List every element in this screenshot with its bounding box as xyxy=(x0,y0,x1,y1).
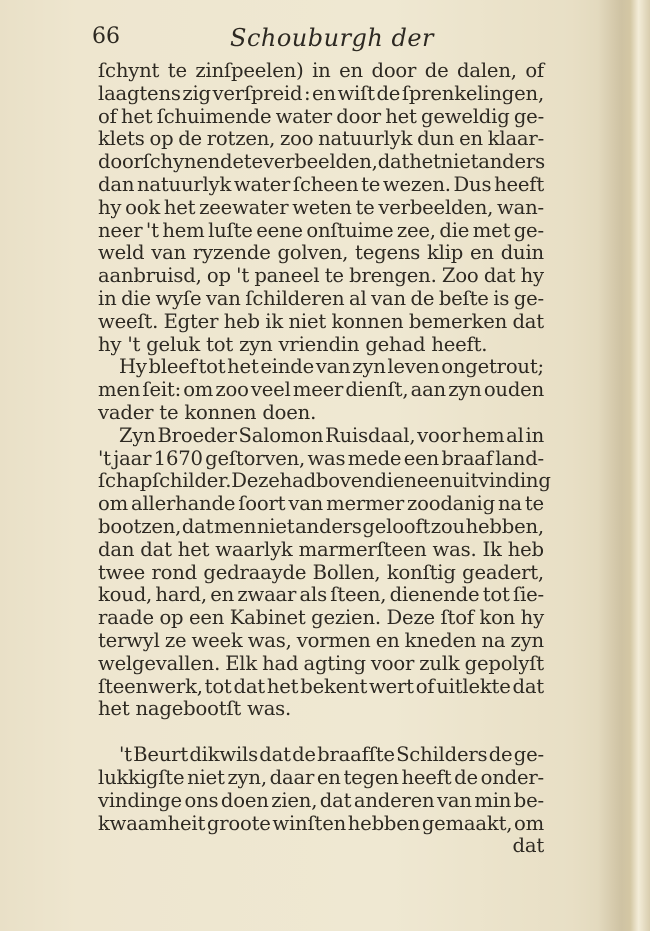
text-line: klets op de rotzen, zoo natuurlyk dun en klaar- xyxy=(98,127,544,151)
paragraph xyxy=(98,744,544,835)
text-line: Hy bleef tot het einde van zyn leven ongetrout; xyxy=(119,355,544,379)
text-line: 't jaar 1670 geſtorven, was mede een braaf land- xyxy=(98,446,544,470)
text-line: hy ook het zeewater weten te verbeelden, wan- xyxy=(98,195,544,219)
text-line: aanbruisd, op 't paneel te brengen. Zoo dat hy xyxy=(98,264,544,288)
paragraph xyxy=(98,356,544,424)
catchword: dat xyxy=(512,834,544,858)
text-line: laagtens zig verſpreid : en wiſt de ſprenkelingen, xyxy=(98,81,544,105)
text-line: neer 't hem luſte eene onſtuime zee, die met ge- xyxy=(98,218,544,242)
text-line: lukkigſte niet zyn, daar en tegen heeft de onder- xyxy=(98,765,544,789)
text-line: men ſeit: om zoo veel meer dienſt, aan zyn ouden xyxy=(98,378,544,402)
text-line: Zyn Broeder Salomon Ruisdaal, voor hem al in xyxy=(119,423,544,447)
text-line: of het ſchuimende water door het geweldig ge- xyxy=(98,104,544,128)
text-line: in die wyſe van ſchilderen al van de beſte is ge- xyxy=(98,286,544,310)
text-line: ſchapſchilder. Deze had boven dien een uitvinding xyxy=(98,469,551,493)
text-line: weld van ryzende golven, tegens klip en duin xyxy=(98,241,544,265)
text-line: 't Beurt dikwils dat de braafſte Schilders de ge- xyxy=(119,743,544,767)
page-gutter-shadow xyxy=(598,0,650,931)
text-line: vindinge ons doen zien, dat anderen van min be- xyxy=(98,788,544,812)
paragraph-break xyxy=(98,721,544,744)
paragraph xyxy=(98,60,544,356)
body-text xyxy=(98,59,551,858)
text-line: ſchynt te zinſpeelen) in en door de dalen, of xyxy=(98,59,544,82)
text-line: twee rond gedraayde Bollen, konſtig geadert, xyxy=(98,560,544,584)
text-line: bootzen, dat men niet anders gelooft zou hebben, xyxy=(98,514,544,538)
text-line: weeſt. Egter heb ik niet konnen bemerken dat xyxy=(98,309,544,333)
page-header xyxy=(92,22,552,56)
page-number: 66 xyxy=(92,24,120,49)
text-line: koud, hard, en zwaar als ſteen, dienende tot ſie- xyxy=(98,583,544,607)
text-line: doorſchynende te verbeelden, dat het niet anders xyxy=(98,150,545,174)
text-line: ſteenwerk, tot dat het bekent wert of uitlekte dat xyxy=(98,674,544,698)
running-title: Schouburgh der xyxy=(230,24,435,52)
text-line: terwyl ze week was, vormen en kneden na zyn xyxy=(98,628,544,652)
text-line: dan dat het waarlyk marmerſteen was. Ik heb xyxy=(98,537,544,561)
text-line: raade op een Kabinet gezien. Deze ſtof kon hy xyxy=(98,606,544,630)
text-line: om allerhande ſoort van mermer zoodanig na te xyxy=(98,492,544,516)
text-line: hy 't geluk tot zyn vriendin gehad heeft. xyxy=(98,332,488,356)
text-line: kwaamheit groote winſten hebben gemaakt, om xyxy=(98,811,544,835)
text-line: welgevallen. Elk had agting voor zulk gepolyſt xyxy=(98,651,544,675)
text-line: dan natuurlyk water ſcheen te wezen. Dus heeft xyxy=(98,172,544,196)
text-line: het nagebootſt was. xyxy=(98,697,292,721)
text-line: vader te konnen doen. xyxy=(98,400,317,424)
paragraph xyxy=(98,423,551,721)
